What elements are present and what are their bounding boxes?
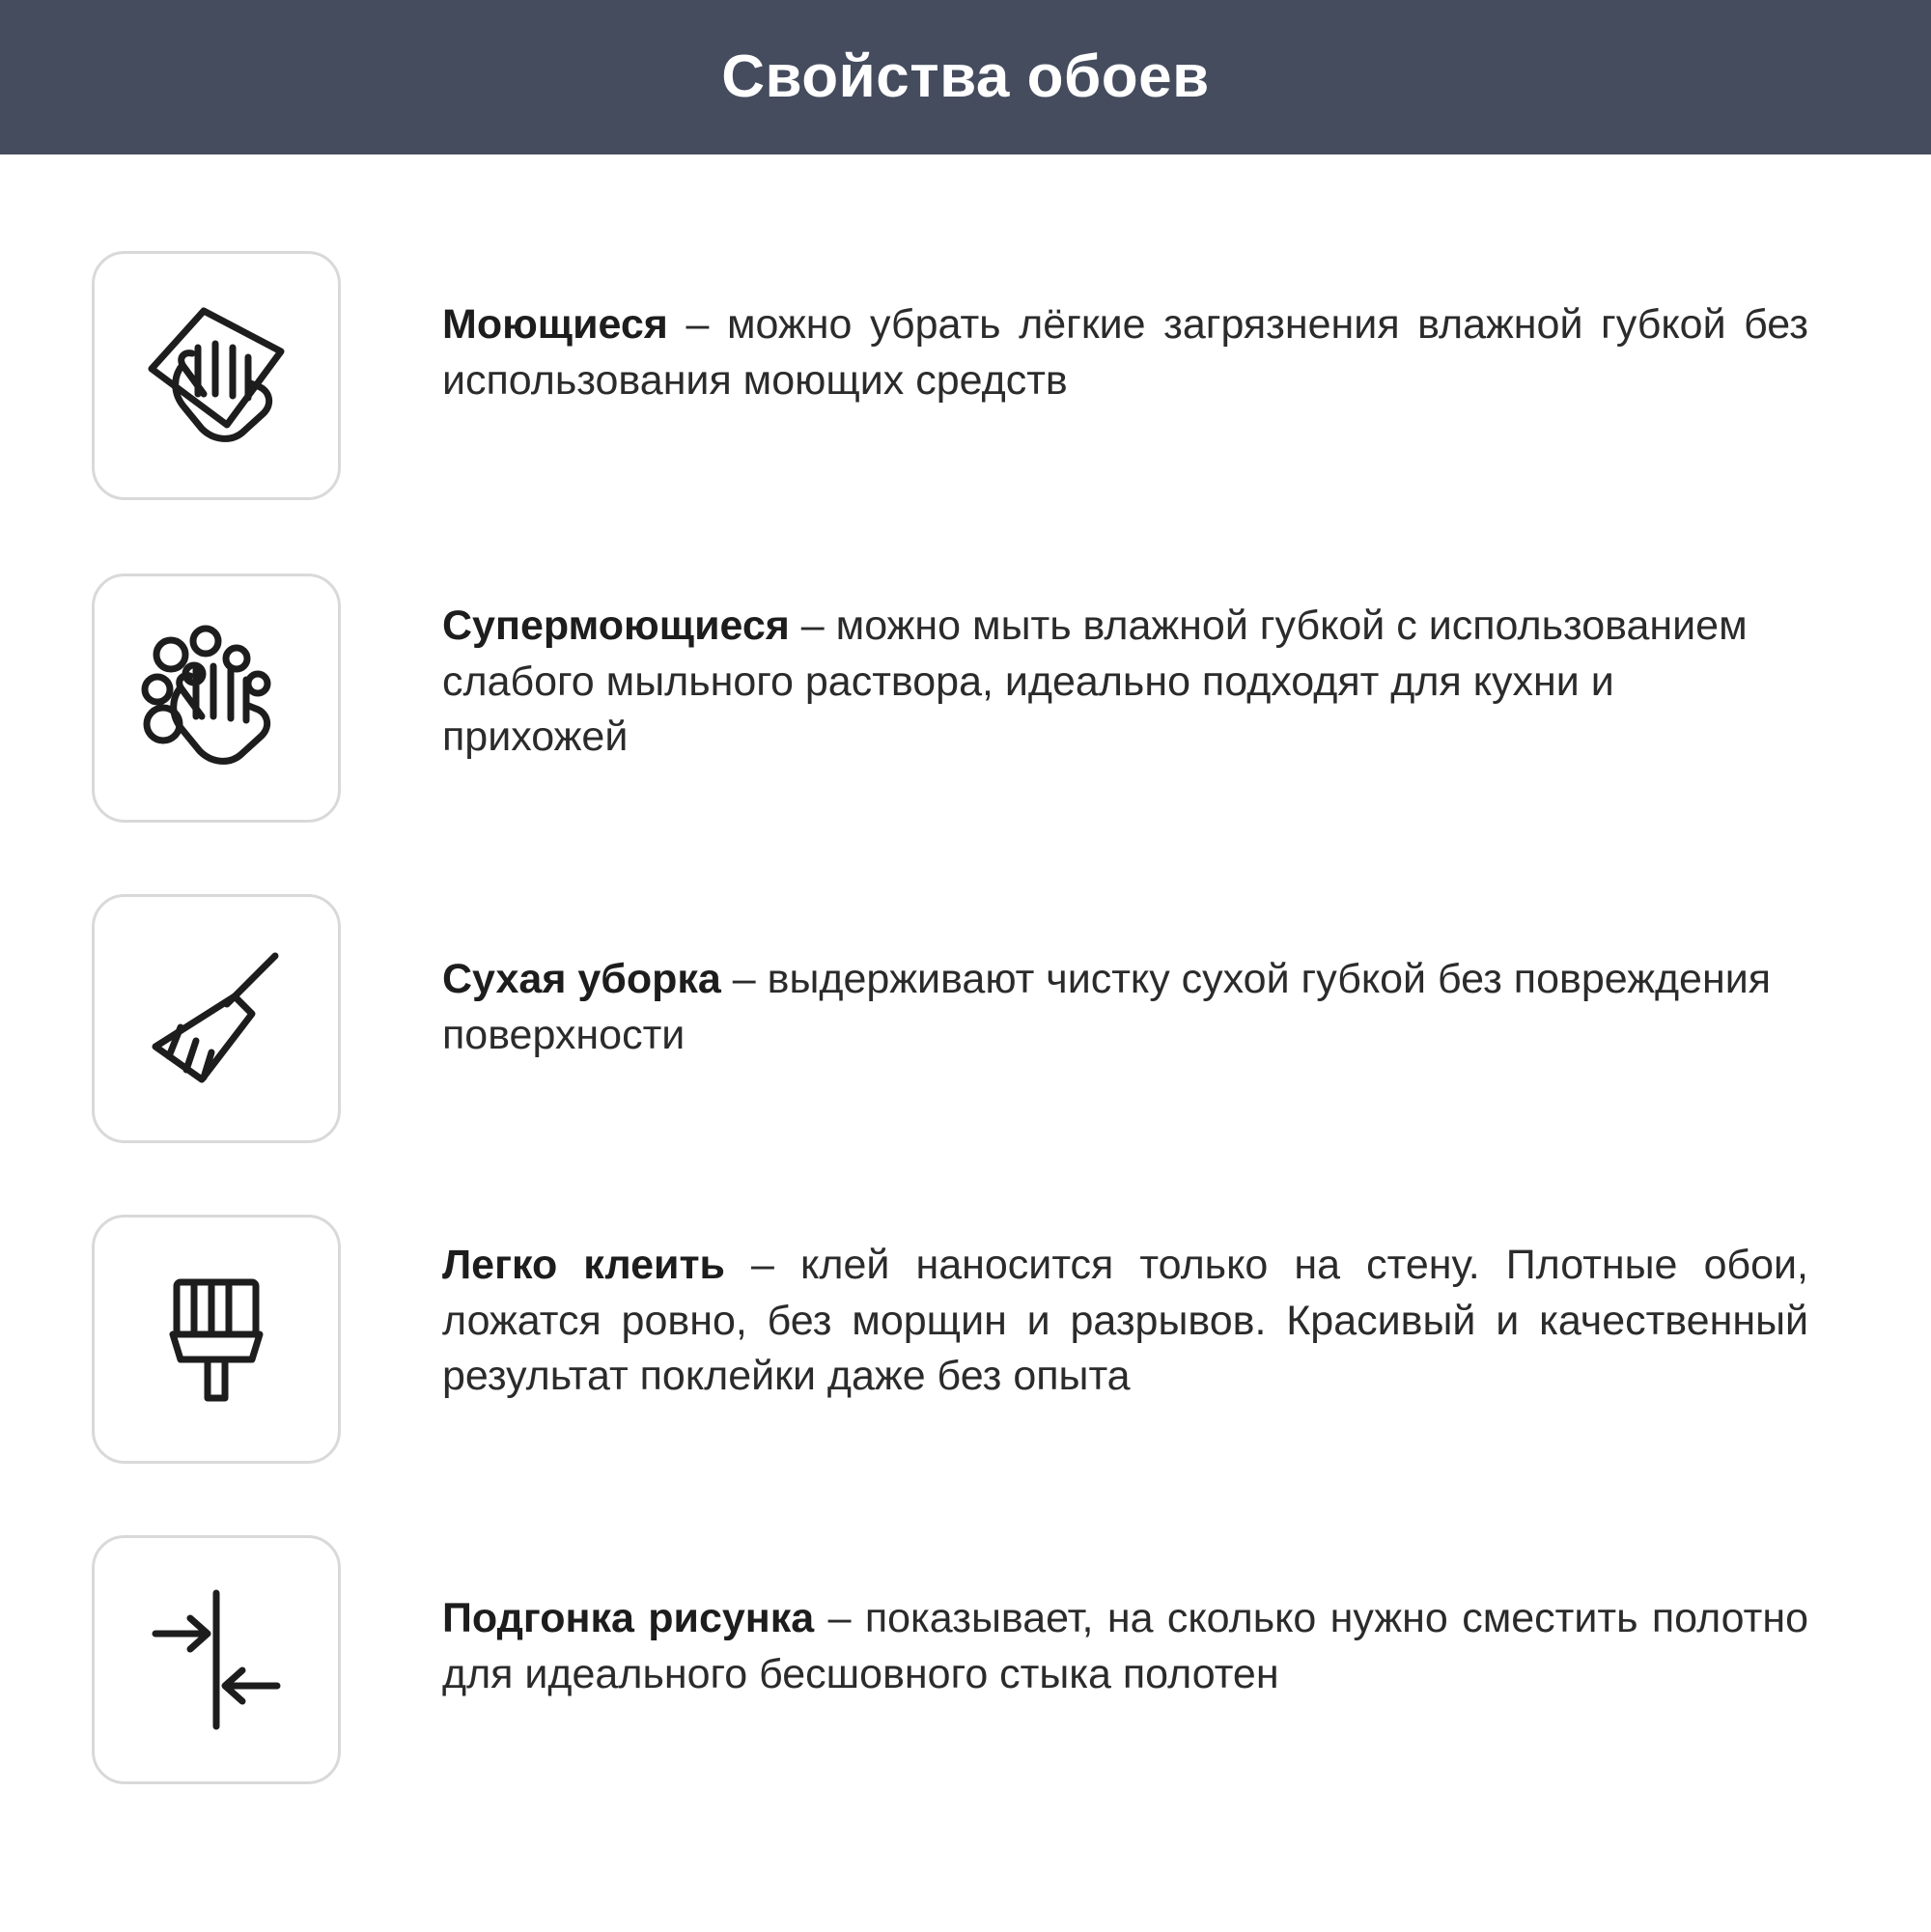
page-header [0, 0, 1931, 154]
feature-term: Легко клеить [442, 1242, 725, 1288]
page-title: Свойства обоев [721, 43, 1210, 110]
list-item [0, 1535, 1931, 1784]
list-item [0, 574, 1931, 823]
feature-detail: – можно убрать лёгкие загрязнения влажной губкой без использования моющих средств [442, 301, 1808, 404]
feature-list [0, 154, 1931, 1784]
list-item [0, 251, 1931, 500]
feature-description [341, 1215, 1808, 1405]
paint-brush-icon [134, 1257, 298, 1421]
feature-term: Моющиеся [442, 301, 668, 348]
hand-wiping-cloth-icon [134, 294, 298, 458]
feature-detail: – можно мыть влажной губкой с использованием слабого мыльного раствора, идеально подходят для кухни и прихожей [442, 602, 1748, 761]
feature-icon-box [92, 1215, 341, 1464]
feature-description [341, 894, 1808, 1063]
feature-description [341, 574, 1808, 766]
feature-term: Сухая уборка [442, 956, 721, 1002]
list-item [0, 1215, 1931, 1464]
feature-term: Подгонка рисунка [442, 1595, 815, 1641]
feature-term: Супермоющиеся [442, 602, 790, 649]
list-item [0, 894, 1931, 1143]
feature-icon-box [92, 251, 341, 500]
feature-icon-box [92, 894, 341, 1143]
feature-description [341, 1535, 1808, 1702]
broom-icon [134, 937, 298, 1101]
feature-detail: – выдерживают чистку сухой губкой без повреждения поверхности [442, 956, 1772, 1058]
feature-detail: – показывает, на сколько нужно сместить полотно для идеального бесшовного стыка полотен [442, 1595, 1808, 1697]
feature-detail: – клей наносится только на стену. Плотные обои, ложатся ровно, без морщин и разрывов. Красивый и качественный результат поклейки даже без опыта [442, 1242, 1808, 1400]
feature-icon-box [92, 1535, 341, 1784]
hand-with-soap-foam-icon [134, 616, 298, 780]
feature-icon-box [92, 574, 341, 823]
pattern-match-arrows-icon [134, 1578, 298, 1742]
feature-description [341, 251, 1808, 408]
